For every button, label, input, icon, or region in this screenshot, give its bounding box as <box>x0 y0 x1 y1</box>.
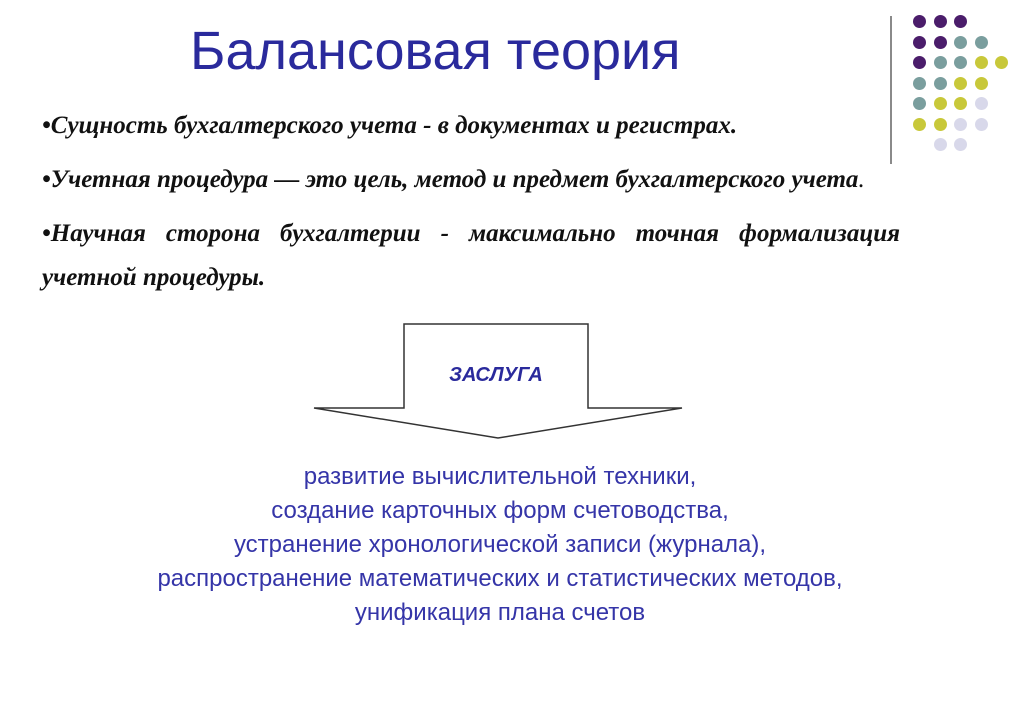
bullet-text-tail: . <box>858 166 865 193</box>
arrow-label: ЗАСЛУГА <box>449 364 543 386</box>
bullet-item-2 <box>42 158 900 202</box>
decorative-dot <box>954 15 967 28</box>
slide-title: Балансовая теория <box>190 21 681 81</box>
bullet-marker: • <box>42 220 51 247</box>
decorative-dot <box>913 77 926 90</box>
decorative-dot <box>913 15 926 28</box>
bullet-text: Сущность бухгалтерского учета - в документах и регистрах. <box>50 112 738 139</box>
decorative-dot <box>975 77 988 90</box>
decorative-dot <box>954 36 967 49</box>
decorative-dot <box>954 118 967 131</box>
bullet-marker: • <box>42 166 51 193</box>
merit-item: унификация плана счетов <box>354 599 646 626</box>
decorative-dot <box>913 36 926 49</box>
decorative-dot <box>934 118 947 131</box>
decorative-dot <box>934 36 947 49</box>
merit-item: развитие вычислительной техники, <box>303 463 697 490</box>
decorative-dot <box>975 56 988 69</box>
merit-item: распространение математических и статистических методов, <box>157 565 843 592</box>
bullet-text: Учетная процедура — это цель, метод и предмет бухгалтерского учета <box>50 166 859 193</box>
decorative-dot <box>954 77 967 90</box>
merit-item: создание карточных форм счетоводства, <box>271 497 729 524</box>
bullet-item-1 <box>42 104 900 148</box>
bullet-marker: • <box>42 112 51 139</box>
bullet-item-3 <box>42 212 900 300</box>
decorative-dot <box>934 97 947 110</box>
decorative-dot <box>954 97 967 110</box>
merits-list <box>100 460 900 630</box>
decorative-dot <box>975 97 988 110</box>
bullet-text: Научная сторона бухгалтерии - максимально точная формализация учетной процедуры. <box>42 220 900 291</box>
decorative-dot <box>934 15 947 28</box>
decorative-dot <box>975 118 988 131</box>
decorative-dot <box>995 56 1008 69</box>
decorative-dot <box>913 97 926 110</box>
decorative-dot <box>934 56 947 69</box>
merit-item: устранение хронологической записи (журнала), <box>233 531 767 558</box>
decorative-dot <box>954 138 967 151</box>
decorative-dot <box>934 77 947 90</box>
decorative-dot <box>954 56 967 69</box>
decorative-dot <box>913 56 926 69</box>
bullet-list <box>42 104 900 310</box>
decorative-dot <box>975 36 988 49</box>
decorative-dot <box>934 138 947 151</box>
decorative-dot <box>913 118 926 131</box>
